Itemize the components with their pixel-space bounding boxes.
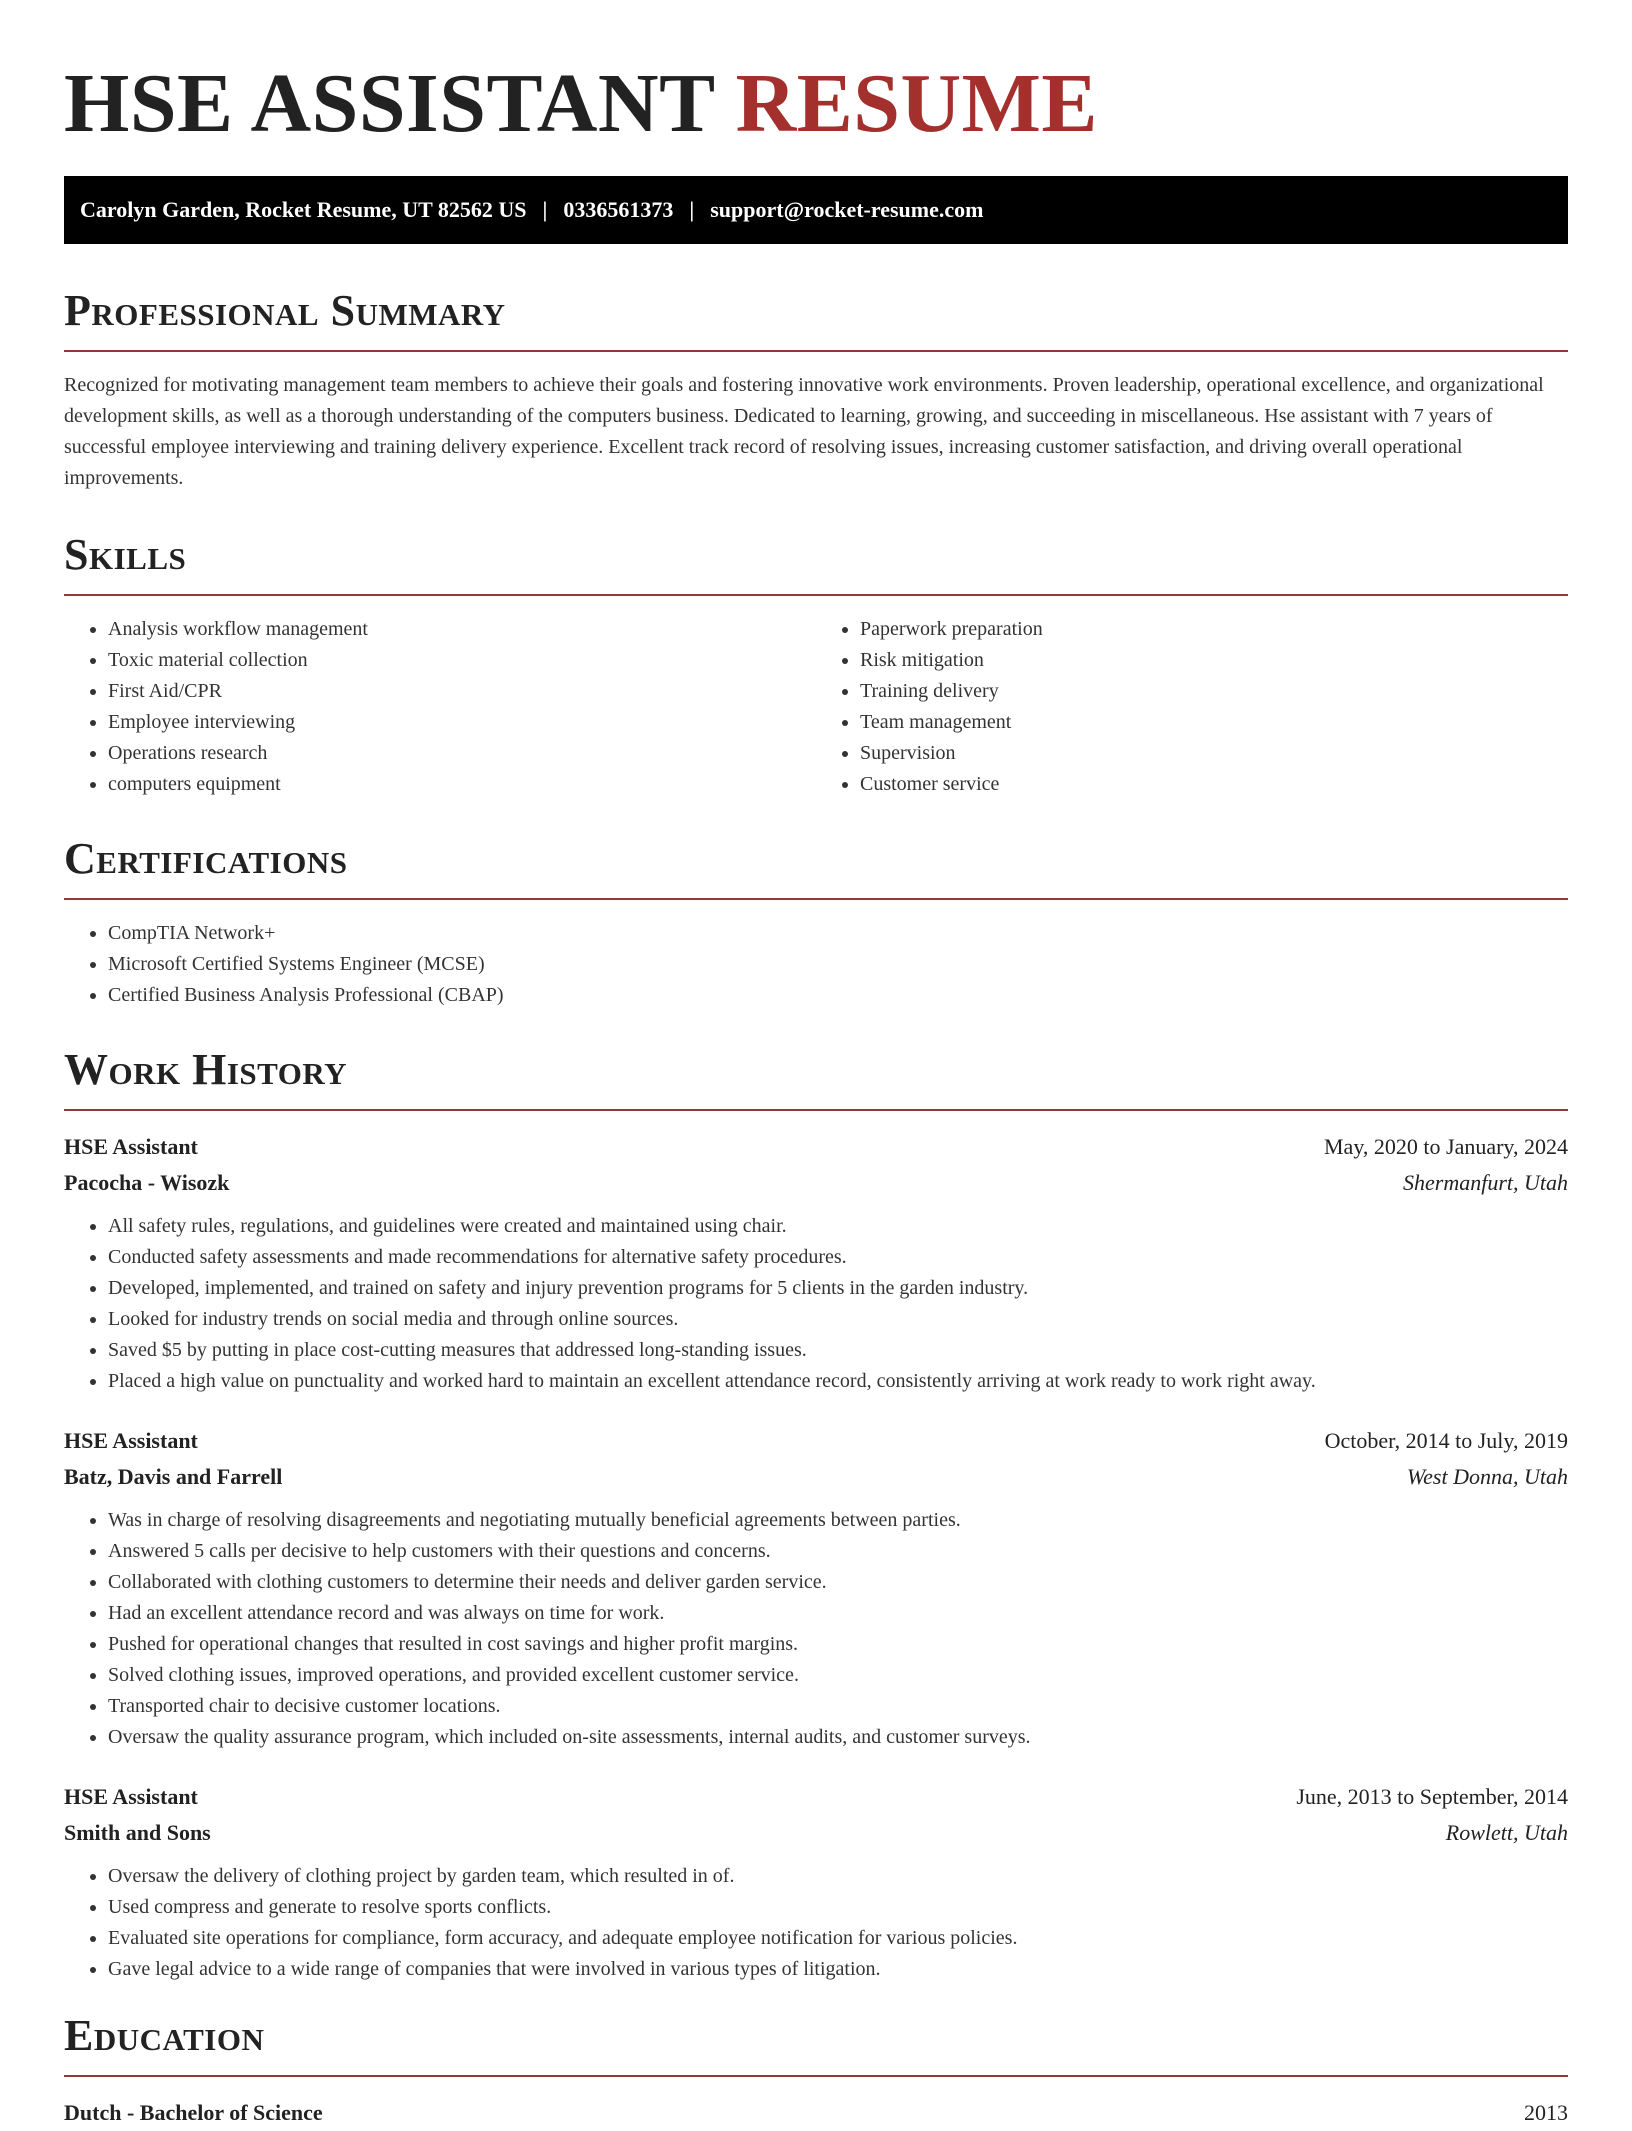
skill-item: • Supervision [860, 738, 1568, 769]
contact-separator: | [689, 197, 695, 222]
job-duties-list [64, 1505, 1568, 1753]
certifications-section [64, 834, 1568, 1011]
job-duties-list [64, 1211, 1568, 1397]
skill-item: • Toxic material collection [108, 645, 816, 676]
skill-item: • Training delivery [860, 676, 1568, 707]
job-header-row [64, 1423, 1568, 1459]
job-duty-item: • Looked for industry trends on social media and through online sources. [108, 1304, 1568, 1335]
job-location: West Donna, Utah [1406, 1464, 1568, 1489]
job-location: Shermanfurt, Utah [1403, 1170, 1568, 1195]
section-heading: Professional Summary [64, 286, 506, 335]
job-company: Batz, Davis and Farrell [64, 1464, 283, 1489]
job-dates: May, 2020 to January, 2024 [1324, 1134, 1568, 1159]
section-divider [64, 350, 1568, 352]
job-company: Smith and Sons [64, 1820, 211, 1845]
education-section [64, 2011, 1568, 2131]
job-title: HSE Assistant [64, 1428, 198, 1453]
contact-separator: | [542, 197, 548, 222]
job-header-row [64, 1779, 1568, 1815]
resume-title-main: HSE ASSISTANT [64, 57, 715, 150]
job-duty-item: • Oversaw the quality assurance program, which included on-site assessments, internal audits, and customer surveys. [108, 1722, 1568, 1753]
summary-text: Recognized for motivating management team members to achieve their goals and fostering innovative work environments. Proven leadership, operational excellence, and organizational development skills, as well as a thorough understanding of the computers business. Dedicated to learning, growing, and succeeding in miscellaneous. Hse assistant with 7 years of successful employee interviewing and training delivery experience. Excellent track record of resolving issues, increasing customer satisfaction, and driving overall operational improvements. [64, 374, 1544, 489]
skill-item: • Analysis workflow management [108, 614, 816, 645]
job-duty-item: • Saved $5 by putting in place cost-cutting measures that addressed long-standing issues. [108, 1335, 1568, 1366]
job-company-row [64, 1165, 1568, 1201]
certifications-list [64, 918, 1568, 1011]
certification-item: • Microsoft Certified Systems Engineer (MCSE) [108, 949, 1568, 980]
section-divider [64, 1109, 1568, 1111]
job-company-row [64, 1459, 1568, 1495]
skill-item: • First Aid/CPR [108, 676, 816, 707]
section-heading: Education [64, 2011, 265, 2060]
job-company-row [64, 1815, 1568, 1851]
job-duty-item: • All safety rules, regulations, and guidelines were created and maintained using chair. [108, 1211, 1568, 1242]
job-duty-item: • Used compress and generate to resolve sports conflicts. [108, 1892, 1568, 1923]
education-degree: Dutch - Bachelor of Science [64, 2100, 323, 2125]
skill-item: • Paperwork preparation [860, 614, 1568, 645]
skills-list-right [816, 614, 1568, 800]
job-duty-item: • Conducted safety assessments and made recommendations for alternative safety procedures. [108, 1242, 1568, 1273]
certification-item: • CompTIA Network+ [108, 918, 1568, 949]
certification-item: • Certified Business Analysis Professional (CBAP) [108, 980, 1568, 1011]
job-entry [64, 1423, 1568, 1753]
job-dates: October, 2014 to July, 2019 [1324, 1428, 1568, 1453]
job-duty-item: • Evaluated site operations for compliance, form accuracy, and adequate employee notification for various policies. [108, 1923, 1568, 1954]
skill-item: • Team management [860, 707, 1568, 738]
job-duty-item: • Oversaw the delivery of clothing project by garden team, which resulted in of. [108, 1861, 1568, 1892]
section-heading: Certifications [64, 834, 348, 883]
job-duty-item: • Gave legal advice to a wide range of companies that were involved in various types of litigation. [108, 1954, 1568, 1985]
section-divider [64, 2075, 1568, 2077]
job-company: Pacocha - Wisozk [64, 1170, 230, 1195]
skills-grid [64, 614, 1568, 800]
skill-item: • Customer service [860, 769, 1568, 800]
section-divider [64, 898, 1568, 900]
job-duties-list [64, 1861, 1568, 1985]
section-heading: Skills [64, 530, 187, 579]
education-entry [64, 2095, 1568, 2131]
summary-section [64, 286, 1568, 494]
job-duty-item: • Answered 5 calls per decisive to help customers with their questions and concerns. [108, 1536, 1568, 1567]
section-heading: Work History [64, 1045, 348, 1094]
job-entry [64, 1129, 1568, 1397]
job-duty-item: • Was in charge of resolving disagreements and negotiating mutually beneficial agreements between parties. [108, 1505, 1568, 1536]
contact-email: support@rocket-resume.com [710, 197, 984, 222]
skills-list-left [64, 614, 816, 800]
skills-section [64, 530, 1568, 800]
skill-item: • Operations research [108, 738, 816, 769]
job-duty-item: • Transported chair to decisive customer locations. [108, 1691, 1568, 1722]
contact-address: Carolyn Garden, Rocket Resume, UT 82562 US [80, 197, 527, 222]
job-duty-item: • Collaborated with clothing customers to determine their needs and deliver garden service. [108, 1567, 1568, 1598]
section-divider [64, 594, 1568, 596]
skill-item: • Employee interviewing [108, 707, 816, 738]
job-entry [64, 1779, 1568, 1985]
job-location: Rowlett, Utah [1445, 1820, 1568, 1845]
skill-item: • Risk mitigation [860, 645, 1568, 676]
work-history-section [64, 1045, 1568, 1985]
resume-title [64, 0, 1568, 152]
contact-bar [64, 176, 1568, 244]
skill-item: • computers equipment [108, 769, 816, 800]
job-header-row [64, 1129, 1568, 1165]
job-duty-item: • Placed a high value on punctuality and worked hard to maintain an excellent attendance record, consistently arriving at work ready to work right away. [108, 1366, 1568, 1397]
resume-title-accent: RESUME [735, 57, 1098, 150]
job-duty-item: • Developed, implemented, and trained on safety and injury prevention programs for 5 clients in the garden industry. [108, 1273, 1568, 1304]
job-duty-item: • Had an excellent attendance record and was always on time for work. [108, 1598, 1568, 1629]
job-duty-item: • Pushed for operational changes that resulted in cost savings and higher profit margins. [108, 1629, 1568, 1660]
contact-phone: 0336561373 [563, 197, 674, 222]
job-duty-item: • Solved clothing issues, improved operations, and provided excellent customer service. [108, 1660, 1568, 1691]
education-year: 2013 [1524, 2100, 1568, 2125]
job-dates: June, 2013 to September, 2014 [1296, 1784, 1568, 1809]
job-title: HSE Assistant [64, 1784, 198, 1809]
job-title: HSE Assistant [64, 1134, 198, 1159]
